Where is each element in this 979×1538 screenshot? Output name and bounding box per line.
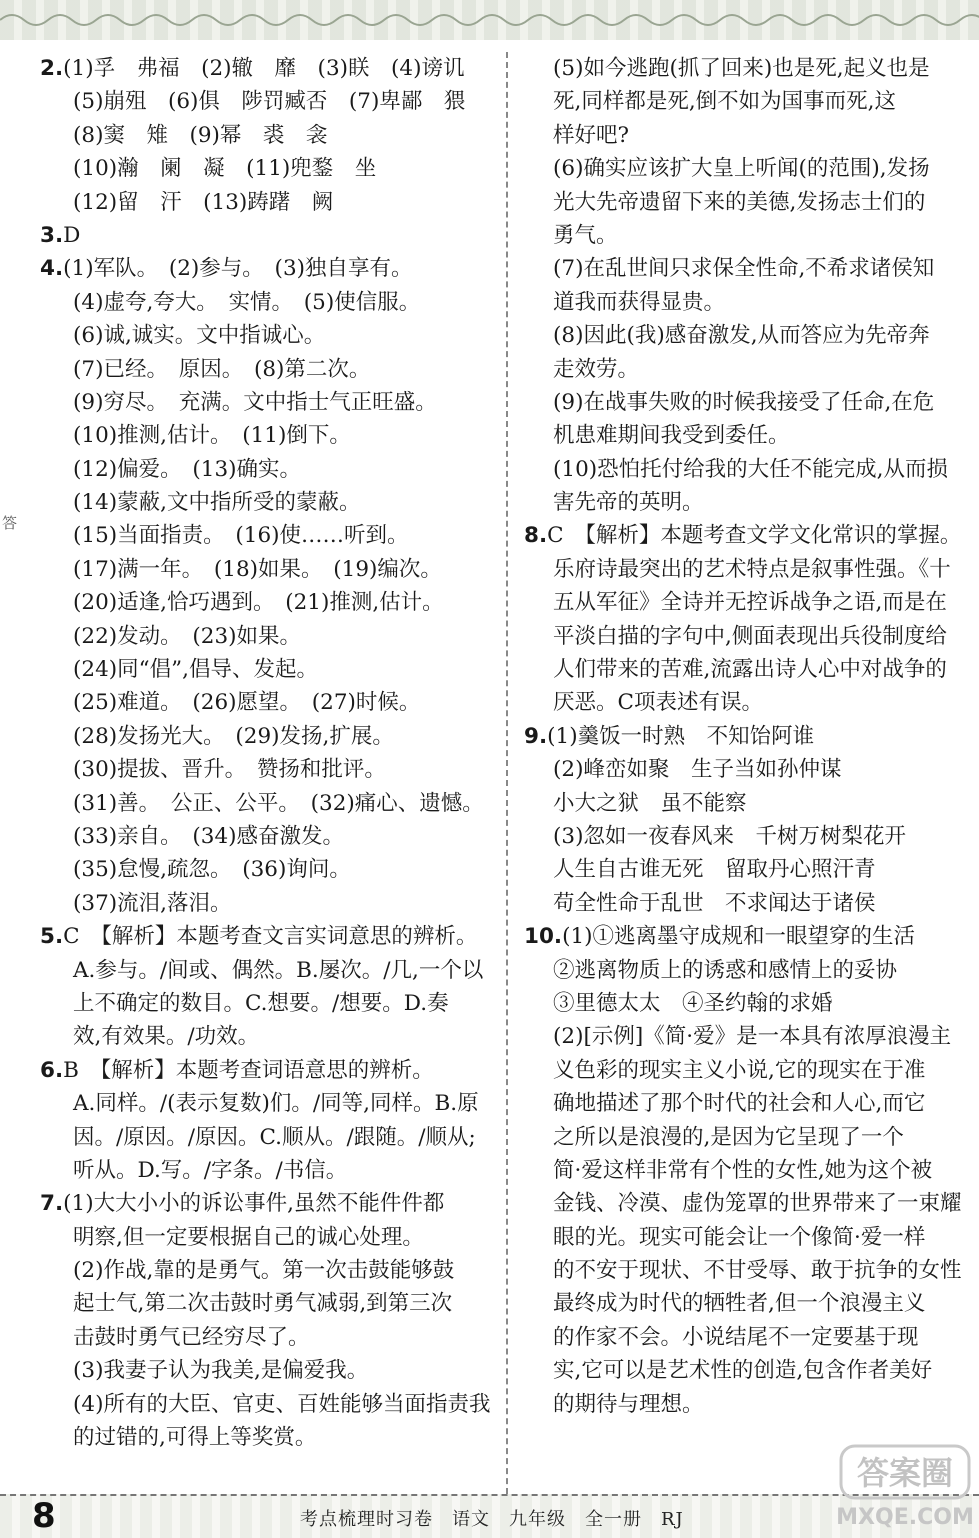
answer-line: [40, 1121, 490, 1154]
answer-line: [524, 1287, 956, 1320]
answer-text: C 【解析】本题考查文学文化常识的掌握。: [547, 523, 962, 549]
answer-text: 因。/原因。/原因。C.顺从。/跟随。/顺从;: [73, 1124, 476, 1150]
answer-line: [40, 1087, 490, 1120]
answer-line: [524, 1154, 956, 1187]
answer-text: 平淡白描的字句中,侧面表现出兵役制度给: [553, 623, 947, 649]
question-number: 7.: [40, 1191, 64, 1217]
answer-text: 听从。D.写。/字条。/书信。: [73, 1157, 348, 1183]
answer-line: [524, 1254, 962, 1287]
answer-line: [40, 252, 490, 285]
answer-line: [524, 1020, 956, 1053]
answer-text: (5)如今逃跑(抓了回来)也是死,起义也是: [553, 56, 930, 81]
answer-line: [40, 753, 490, 786]
answer-text: 厌恶。C项表述有误。: [553, 690, 763, 716]
answer-line: [40, 1187, 490, 1220]
answer-line: [524, 920, 956, 953]
answer-text: 的不安于现状、不甘受辱、敢于抗争的女性: [553, 1258, 962, 1284]
answer-text: (1)大大小小的诉讼事件,虽然不能件件都: [63, 1191, 445, 1217]
answer-line: [524, 85, 956, 118]
answer-text: (1)军队。 (2)参与。 (3)独自享有。: [63, 256, 413, 282]
answer-line: [524, 219, 956, 252]
answer-text: 小大之狱 虽不能察: [553, 790, 747, 816]
answer-text: 眼的光。现实可能会让一个像简·爱一样: [553, 1224, 926, 1250]
answer-line: [524, 453, 956, 486]
answer-text: (8)因此(我)感奋激发,从而答应为先帝奔: [553, 323, 930, 349]
answer-line: [524, 787, 956, 820]
answer-line: [40, 119, 490, 152]
answer-text: (7)已经。 原因。 (8)第二次。: [73, 356, 371, 382]
answer-text: 之所以是浪漫的,是因为它呈现了一个: [553, 1124, 904, 1150]
answer-line: [524, 1121, 956, 1154]
question-number: 3.: [40, 222, 64, 248]
answer-text: (8)窦 雉 (9)幂 裘 衾: [73, 122, 328, 148]
answer-text: 实,它可以是艺术性的创造,包含作者美好: [553, 1358, 933, 1384]
answer-text: (2)[示例]《简·爱》是一本具有浓厚浪漫主: [553, 1024, 952, 1050]
answer-text: 简·爱这样非常有个性的女性,她为这个被: [553, 1157, 933, 1183]
answer-text: (9)穷尽。 充满。文中指士气正旺盛。: [73, 389, 437, 415]
answer-text: 最终成为时代的牺牲者,但一个浪漫主义: [553, 1291, 926, 1317]
answer-line: [40, 353, 490, 386]
answer-text: 效,有效果。/功效。: [73, 1024, 260, 1050]
answer-text: 人们带来的苦难,流露出诗人心中对战争的: [553, 657, 947, 683]
answer-line: [40, 85, 490, 118]
answer-text: (35)怠慢,疏忽。 (36)询问。: [73, 857, 351, 883]
answer-text: 的作家不会。小说结尾不一定要基于现: [553, 1324, 919, 1350]
answer-text: (25)难道。 (26)愿望。 (27)时候。: [73, 690, 421, 716]
answer-line: [40, 1221, 490, 1254]
answer-text: (22)发动。 (23)如果。: [73, 623, 302, 649]
answer-text: (37)流泪,落泪。: [73, 890, 232, 916]
answer-text: 死,同样都是死,倒不如为国事而死,这: [553, 89, 897, 115]
answer-line: [40, 1287, 490, 1320]
answer-text: (20)适逢,恰巧遇到。 (21)推测,估计。: [73, 590, 444, 616]
answer-text: (5)崩殂 (6)俱 陟罚臧否 (7)卑鄙 猥: [73, 89, 466, 115]
question-number: 4.: [40, 256, 64, 282]
answer-line: [524, 319, 956, 352]
answer-text: (17)满一年。 (18)如果。 (19)编次。: [73, 556, 442, 582]
answer-line: [524, 186, 956, 219]
answer-line: [40, 1421, 490, 1454]
answer-text: (6)确实应该扩大皇上听闻(的范围),发扬: [553, 156, 930, 182]
answer-text: A.参与。/间或、偶然。B.屡次。/几,一个以: [73, 957, 484, 983]
answer-line: [524, 620, 956, 653]
answer-text: 上不确定的数目。C.想要。/想要。D.奏: [73, 990, 449, 1016]
answer-line: [40, 486, 490, 519]
answer-line: [524, 987, 956, 1020]
answer-line: [40, 653, 490, 686]
top-wave-decoration: [0, 6, 979, 34]
answer-line: [524, 1354, 956, 1387]
watermark-line1: 答案圈: [856, 1454, 954, 1492]
answer-line: [524, 419, 956, 452]
answer-text: (7)在乱世间只求保全性命,不希求诸侯知: [553, 256, 935, 282]
answer-line: [40, 1020, 490, 1053]
answer-text: 金钱、冷漠、虚伪笼罩的世界带来了一束耀: [553, 1191, 962, 1217]
answer-line: [524, 1087, 956, 1120]
answer-text: 苟全性命于乱世 不求闻达于诸侯: [553, 890, 876, 916]
answer-text: (2)峰峦如聚 生子当如孙仲谋: [553, 757, 842, 783]
answer-line: [524, 119, 956, 152]
answer-line: [524, 1321, 956, 1354]
answer-line: [524, 386, 956, 419]
answer-line: [524, 720, 956, 753]
answer-line: [524, 1187, 962, 1220]
answer-line: [40, 52, 490, 85]
answer-text: (10)恐怕托付给我的大任不能完成,从而损: [553, 456, 948, 482]
answer-text: 走效劳。: [553, 356, 640, 382]
answer-text: (10)瀚 阑 凝 (11)兜鍪 坐: [73, 156, 377, 182]
answer-text: ③里德太太 ④圣约翰的求婚: [553, 990, 833, 1016]
answer-line: [524, 52, 956, 85]
answer-line: [40, 319, 490, 352]
answer-line: [40, 686, 490, 719]
answer-line: [524, 486, 956, 519]
answer-line: [40, 419, 490, 452]
answer-text: 义色彩的现实主义小说,它的现实在于准: [553, 1057, 926, 1083]
question-number: 8.: [524, 523, 548, 549]
answer-line: [40, 1321, 490, 1354]
answer-text: 道我而获得显贵。: [553, 289, 726, 315]
answer-line: [40, 920, 490, 953]
answer-line: [524, 152, 956, 185]
answer-text: (15)当面指责。 (16)使……听到。: [73, 523, 409, 549]
question-number: 5.: [40, 924, 64, 950]
answer-line: [524, 954, 956, 987]
right-column: [524, 52, 962, 1421]
answer-text: 机患难期间我受到委任。: [553, 423, 790, 449]
answer-line: [524, 820, 956, 853]
answer-line: [524, 653, 956, 686]
answer-line: [524, 853, 956, 886]
answer-text: 的期待与理想。: [553, 1391, 704, 1417]
answer-line: [40, 987, 490, 1020]
answer-line: [40, 586, 490, 619]
question-number: 9.: [524, 723, 548, 749]
answer-line: [524, 519, 962, 552]
answer-text: 害先帝的英明。: [553, 490, 704, 516]
answer-text: (1)羹饭一时熟 不知饴阿谁: [547, 723, 815, 749]
answer-line: [40, 853, 490, 886]
answer-line: [40, 820, 490, 853]
watermark-line2: MXQE.COM: [836, 1505, 974, 1530]
answer-text: 样好吧?: [553, 122, 630, 148]
answer-line: [40, 152, 490, 185]
answer-line: [524, 753, 956, 786]
answer-text: (28)发扬光大。 (29)发扬,扩展。: [73, 723, 394, 749]
answer-text: (31)善。 公正、公平。 (32)痛心、遗憾。: [73, 790, 484, 816]
answer-line: [40, 1154, 490, 1187]
answer-line: [40, 453, 490, 486]
answer-text: 勇气。: [553, 222, 618, 248]
answer-text: 五从军征》全诗并无控诉战争之语,而是在: [553, 590, 947, 616]
answer-line: [40, 1354, 490, 1387]
answer-text: 明察,但一定要根据自己的诚心处理。: [73, 1224, 424, 1250]
side-margin-mark: 答: [0, 515, 18, 532]
answer-line: [524, 887, 956, 920]
answer-line: [524, 1221, 956, 1254]
question-number: 10.: [524, 924, 563, 950]
answer-text: B 【解析】本题考查词语意思的辨析。: [63, 1057, 434, 1083]
answer-line: [524, 1388, 956, 1421]
question-number: 2.: [40, 56, 64, 81]
answer-line: [40, 219, 490, 252]
answer-text: (1)孚 弗福 (2)辙 靡 (3)眹 (4)谤讥: [63, 56, 465, 81]
footer-book-title: 考点梳理时习卷 语文 九年级 全一册 RJ: [300, 1509, 684, 1530]
answer-text: (3)我妻子认为我美,是偏爱我。: [73, 1358, 369, 1384]
answer-text: ②逃离物质上的诱惑和感情上的妥协: [553, 957, 898, 983]
answer-line: [40, 186, 490, 219]
answer-text: C 【解析】本题考查文言实词意思的辨析。: [63, 924, 478, 950]
answer-text: (24)同“倡”,倡导、发起。: [73, 657, 318, 683]
site-watermark-logo: [835, 1440, 975, 1532]
answer-text: 起士气,第二次击鼓时勇气减弱,到第三次: [73, 1291, 453, 1317]
answer-line: [40, 386, 490, 419]
answer-text: (2)作战,靠的是勇气。第一次击鼓能够鼓: [73, 1258, 455, 1284]
answer-line: [40, 954, 490, 987]
answer-text: (4)所有的大臣、官吏、百姓能够当面指责我: [73, 1391, 491, 1417]
answer-text: 的过错的,可得上等奖赏。: [73, 1425, 317, 1451]
answer-text: (4)虚夸,夸大。 实情。 (5)使信服。: [73, 289, 421, 315]
answer-line: [40, 620, 490, 653]
answer-text: D: [63, 222, 81, 248]
page-number: 8: [32, 1496, 56, 1536]
answer-line: [40, 1054, 490, 1087]
question-number: 6.: [40, 1057, 64, 1083]
answer-text: (10)推测,估计。 (11)倒下。: [73, 423, 351, 449]
answer-line: [40, 519, 490, 552]
answer-line: [40, 887, 490, 920]
answer-line: [524, 553, 956, 586]
answer-line: [524, 286, 956, 319]
answer-line: [40, 720, 490, 753]
answer-text: 确地描述了那个时代的社会和人心,而它: [553, 1091, 926, 1117]
answer-line: [524, 686, 956, 719]
column-divider: [506, 52, 508, 1514]
answer-text: 乐府诗最突出的艺术特点是叙事性强。《十: [553, 556, 951, 582]
answer-text: A.同样。/(表示复数)们。/同等,同样。B.原: [73, 1091, 479, 1117]
answer-text: (9)在战事失败的时候我接受了任命,在危: [553, 389, 935, 415]
answer-text: (3)忽如一夜春风来 千树万树梨花开: [553, 823, 906, 849]
answer-text: 人生自古谁无死 留取丹心照汗青: [553, 857, 876, 883]
answer-line: [40, 1254, 490, 1287]
answer-text: 击鼓时勇气已经穷尽了。: [73, 1324, 310, 1350]
left-column: [40, 52, 490, 1454]
answer-line: [40, 286, 490, 319]
answer-line: [524, 252, 956, 285]
answer-line: [524, 586, 956, 619]
answer-text: 光大先帝遗留下来的美德,发扬志士们的: [553, 189, 926, 215]
answer-text: (12)偏爱。 (13)确实。: [73, 456, 302, 482]
answer-line: [40, 787, 490, 820]
answer-text: (14)蒙蔽,文中指所受的蒙蔽。: [73, 490, 361, 516]
answer-text: (6)诚,诚实。文中指诚心。: [73, 323, 326, 349]
answer-line: [40, 1388, 490, 1421]
answer-text: (30)提拔、晋升。 赞扬和批评。: [73, 757, 386, 783]
answer-line: [524, 353, 956, 386]
answer-text: (1)①逃离墨守成规和一眼望穿的生活: [562, 924, 916, 950]
answer-line: [40, 553, 490, 586]
answer-line: [524, 1054, 956, 1087]
answer-text: (12)留 汗 (13)踌躇 阙: [73, 189, 334, 215]
answer-text: (33)亲自。 (34)感奋激发。: [73, 823, 345, 849]
